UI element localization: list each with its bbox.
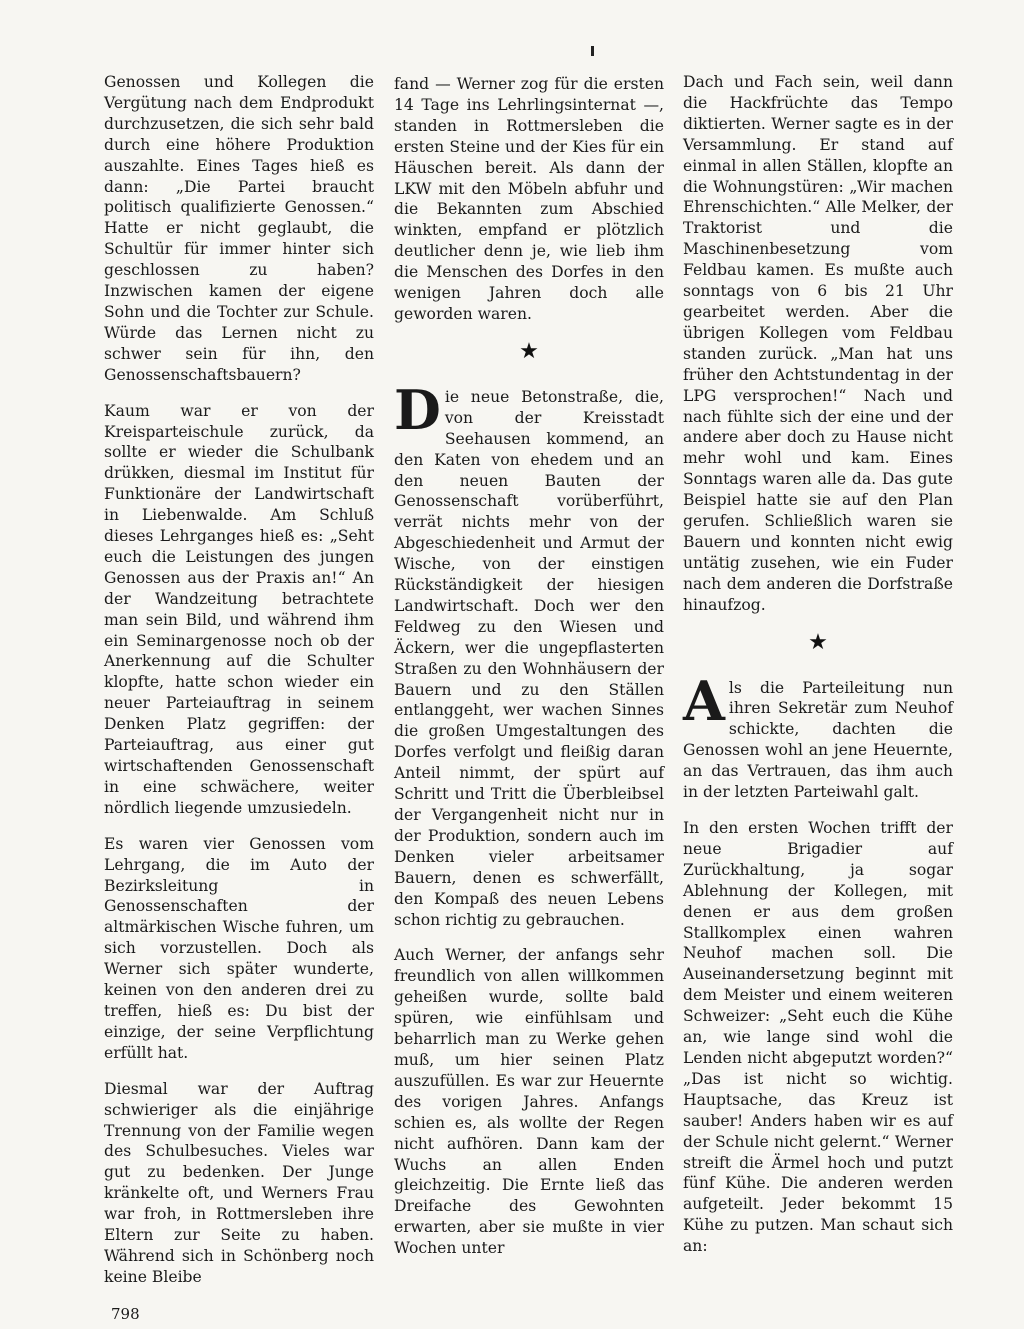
paragraph: Es waren vier Genossen vom Lehrgang, die im Auto der Bezirksleitung in Genossenschaften der altmärkischen Wische fuhren, um sich vorzustellen. Doch als Werner sich später wunderte, keinen von den anderen drei zu treffen, hieß es: Du bist der einzige, der seine Verpflichtung erfüllt hat. xyxy=(104,834,374,1062)
page-mark xyxy=(591,46,594,56)
page-number: 798 xyxy=(111,1305,140,1323)
column-2 xyxy=(394,74,664,1274)
paragraph: Kaum war er von der Kreisparteischule zurück, da sollte er wieder die Schulbank drükken, diesmal im Institut für Funktionäre der Landwirtschaft in Liebenwalde. Am Schluß dieses Lehrganges hieß es: „Seht euch die Leistungen des jungen Genossen aus der Praxis an!“ An der Wandzeitung betrachtete man sein Bild, und während ihm ein Seminargenosse noch ob der Anerkennung auf die Schulter klopfte, hatte schon wieder ein neuer Parteiauftrag in seinem Denken Platz gegriffen: der Parteiauftrag, aus einer gut wirtschaftenden Genossenschaft in eine schwächere, weiter nördlich liegende umzusiedeln. xyxy=(104,401,374,817)
paragraph: Diesmal war der Auftrag schwieriger als die einjährige Trennung von der Familie wegen des Schulbesuches. Vieles war gut zu bedenken. Der Junge kränkelte oft, und Werners Frau war froh, in Rottmersleben ihre Eltern zur Seite zu haben. Während sich in Schönberg noch keine Bleibe xyxy=(104,1079,374,1286)
paragraph: Genossen und Kollegen die Vergütung nach dem Endprodukt durchzusetzen, die sich sehr bald durch eine höhere Produktion auszahlte. Eines Tages hieß es dann: „Die Partei braucht politisch qualifizierte Genossen.“ Hatte er nicht geglaubt, die Schultür für immer hinter sich geschlossen zu haben? Inzwischen kamen der eigene Sohn und die Tochter zur Schule. Würde das Lernen nicht zu schwer sein für ihn, den Genossenschaftsbauern? xyxy=(104,73,374,384)
paragraph: fand — Werner zog für die ersten 14 Tage ins Lehrlingsinternat —, standen in Rottmersleben die ersten Steine und der Kies für ein Häuschen bereit. Als dann der LKW mit den Möbeln abfuhr und die Bekannten zum Abschied winkten, empfand er plötzlich deutlicher denn je, wie lieb ihm die Menschen des Dorfes in den wenigen Jahren doch alle geworden waren. xyxy=(394,75,664,323)
paragraph-text: ls die Parteileitung nun ihren Sekretär zum Neuhof schickte, dachten die Genossen wohl an jene Heuernte, an das Vertrauen, das ihm auch in der letzten Parteiwahl galt. xyxy=(683,678,953,802)
section-divider-star: ★ xyxy=(519,338,539,364)
drop-cap: D xyxy=(394,377,441,442)
paragraph: In den ersten Wochen trifft der neue Brigadier auf Zurückhaltung, ja sogar Ablehnung der Kollegen, mit denen er aus dem großen Stallkomplex einen wahren Neuhof machen soll. Die Auseinandersetzung beginnt mit dem Meister und einem weiteren Schweizer: „Seht euch die Kühe an, wie lange sind wohl die Lenden nicht abgeputzt worden?“ „Das ist nicht so wichtig. Hauptsache, das Kreuz ist sauber! Anders haben wir es auf der Schule nicht gelernt.“ Werner streift die Ärmel hoch und putzt fünf Kühe. Die anderen werden aufgeteilt. Jeder bekommt 15 Kühe zu putzen. Man schaut sich an: xyxy=(683,819,953,1256)
paragraph-text: ie neue Betonstraße, die, von der Kreisstadt Seehausen kommend, an den Katen von ehedem und an den neuen Bauten der Genossenschaft vorüberführt, verrät nichts mehr von der Abgeschiedenheit und Armut der Wische, von der einstigen Rückständigkeit der hiesigen Landwirtschaft. Doch wer den Feldweg zu den Wiesen und Äckern, wer die ungepflasterten Straßen zu den Wohnhäusern der Bauern und zu den Ställen entlanggeht, wer wachen Sinnes die großen Umgestaltungen des Dorfes verfolgt und fleißig daran Anteil nimmt, der spürt auf Schritt und Tritt die Überbleibsel der Vergangenheit nicht nur in der Produktion, sondern auch im Denken vieler arbeitsamer Bauern, denen es schwerfällt, den Kompaß des neuen Lebens schon richtig zu gebrauchen. xyxy=(394,387,664,929)
paragraph: Dach und Fach sein, weil dann die Hackfrüchte das Tempo diktierten. Werner sagte es in der Versammlung. Er stand auf einmal in allen Ställen, klopfte an die Wohnungstüren: „Wir machen Ehrenschichten.“ Alle Melker, der Traktorist und die Maschinenbesetzung vom Feldbau kamen. Es mußte auch sonntags von 6 bis 21 Uhr gearbeitet werden. Aber die übrigen Kollegen vom Feldbau standen zurück. „Man hat uns früher den Achtstundentag in der LPG versprochen!“ Nach und nach fühlte sich der eine und der andere aber doch zu Hause nicht mehr wohl und kam. Eines Sonntags waren alle da. Das gute Beispiel hatte sie auf den Plan gerufen. Schließlich waren sie Bauern und konnten nicht ewig untätig zusehen, wie ein Fuder nach dem anderen die Dorfstraße hinaufzog. xyxy=(683,73,953,614)
paragraph xyxy=(394,377,664,931)
paragraph: Auch Werner, der anfangs sehr freundlich von allen willkommen geheißen wurde, sollte bald spüren, wie einfühlsam und beharrlich man zu Werke gehen muß, um hier seinen Platz auszufüllen. Es war zur Heuernte des vorigen Jahres. Anfangs schien es, als wollte der Regen nicht aufhören. Dann kam der Wuchs an allen Enden gleichzeitig. Die Ernte ließ das Dreifache des Gewohnten erwarten, aber sie mußte in vier Wochen unter xyxy=(394,946,664,1258)
drop-cap: A xyxy=(683,668,725,733)
column-1 xyxy=(104,72,374,1303)
section-divider-star: ★ xyxy=(808,629,828,655)
column-3 xyxy=(683,72,953,1272)
paragraph xyxy=(683,668,953,803)
